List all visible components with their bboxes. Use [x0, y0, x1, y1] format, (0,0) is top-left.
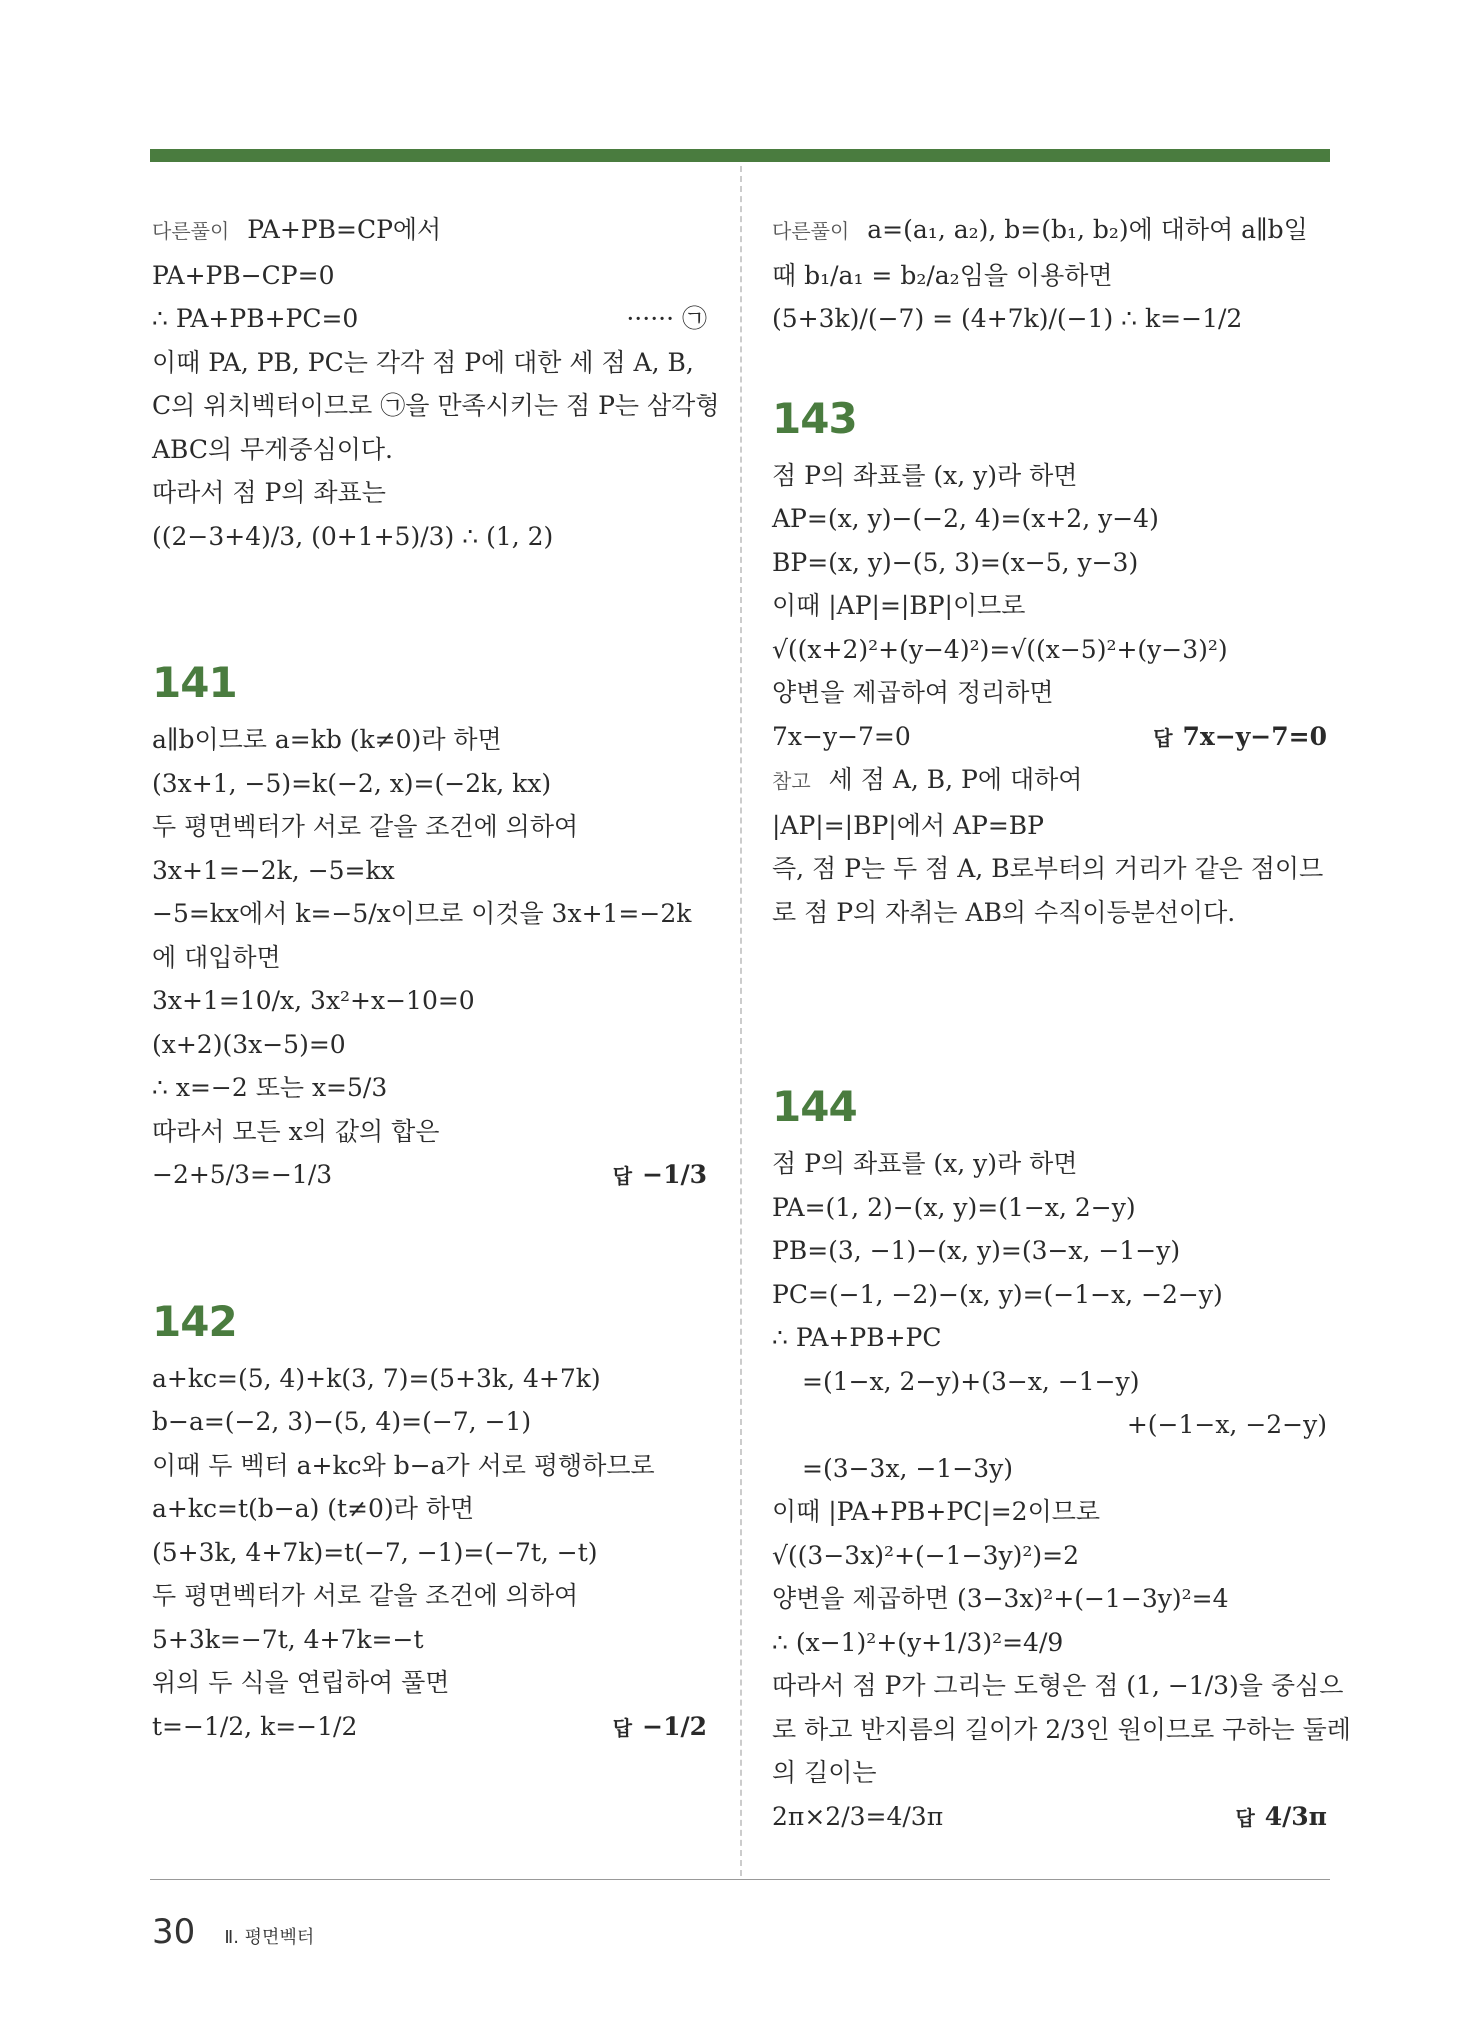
answer-value: −1/3 — [642, 1160, 707, 1189]
answer-box — [613, 1705, 707, 1751]
answer-box — [613, 1153, 707, 1199]
solution-line: 양변을 제곱하여 정리하면 — [772, 678, 1054, 707]
problem-144 — [772, 1072, 1351, 1838]
problem-number: 141 — [152, 658, 237, 707]
footer-rule — [150, 1879, 1330, 1880]
solution-line: 이때 |AP|=|BP|이므로 — [772, 591, 1026, 620]
solution-line: 두 평면벡터가 서로 같을 조건에 의하여 — [152, 812, 579, 841]
note-label: 참고 — [772, 769, 811, 793]
solution-line: 7x−y−7=0 답 7x−y−7=0 — [772, 715, 1327, 759]
answer-box — [1235, 1795, 1327, 1841]
solution-line: ABC의 무게중심이다. — [152, 434, 393, 464]
solution-line: (5+3k)/(−7) = (4+7k)/(−1) ∴ k=−1/2 — [772, 304, 1243, 333]
solution-line: ∴ PA+PB+PC=0 ······ ㉠ — [152, 297, 707, 341]
problem-143 — [772, 384, 1327, 935]
solution-line: ∴ x=−2 또는 x=5/3 — [152, 1073, 388, 1102]
solution-line: 이때 두 벡터 a+kc와 b−a가 서로 평행하므로 — [152, 1450, 655, 1480]
solution-line: 양변을 제곱하면 (3−3x)²+(−1−3y)²=4 — [772, 1584, 1229, 1613]
solution-line: a+kc=(5, 4)+k(3, 7)=(5+3k, 4+7k) — [152, 1363, 601, 1393]
solution-line: AP=(x, y)−(−2, 4)=(x+2, y−4) — [772, 504, 1159, 533]
problem-141 — [152, 648, 707, 1197]
solution-line: +(−1−x, −2−y) — [1126, 1410, 1327, 1439]
solution-line: 때 b₁/a₁ = b₂/a₂임을 이용하면 — [772, 260, 1113, 290]
solution-line: PA=(1, 2)−(x, y)=(1−x, 2−y) — [772, 1192, 1136, 1222]
note-line: 참고 세 점 A, B, P에 대하여 — [772, 765, 1083, 794]
solution-line: 따라서 점 P의 좌표는 — [152, 478, 386, 507]
answer-label: 답 — [612, 1715, 633, 1740]
answer-label: 답 — [1235, 1805, 1255, 1830]
problem-number: 142 — [152, 1296, 237, 1346]
solution-line: 5+3k=−7t, 4+7k=−t — [152, 1624, 424, 1654]
note-line: 로 점 P의 자취는 AB의 수직이등분선이다. — [772, 897, 1236, 927]
solution-line: b−a=(−2, 3)−(5, 4)=(−7, −1) — [152, 1407, 532, 1436]
solution-line: (5+3k, 4+7k)=t(−7, −1)=(−7t, −t) — [152, 1537, 598, 1567]
right-column-lower — [772, 1072, 1351, 1838]
top-accent-bar — [150, 149, 1330, 162]
solution-line: PA+PB−CP=0 — [152, 260, 335, 290]
chapter-title: Ⅱ. 평면벡터 — [224, 1927, 315, 1948]
solution-line: ∴ (x−1)²+(y+1/3)²=4/9 — [772, 1627, 1064, 1657]
problem-142 — [152, 1287, 707, 1749]
right-column — [772, 208, 1327, 934]
solution-line: t=−1/2, k=−1/2 답 −1/2 — [152, 1705, 707, 1749]
solution-line: 에 대입하면 — [152, 942, 281, 972]
note-line: 즉, 점 P는 두 점 A, B로부터의 거리가 같은 점이므 — [772, 854, 1324, 883]
solution-line: 의 길이는 — [772, 1758, 877, 1787]
solution-line: 2π×2/3=4/3π 답 4/3π — [772, 1795, 1327, 1839]
solution-line: ∴ PA+PB+PC — [772, 1323, 942, 1352]
solution-line: −2+5/3=−1/3 답 −1/3 — [152, 1153, 707, 1197]
solution-line: 3x+1=−2k, −5=kx — [152, 855, 395, 885]
solution-line: =(1−x, 2−y)+(3−x, −1−y) — [802, 1366, 1140, 1396]
left-column — [152, 208, 720, 1748]
solution-line: C의 위치벡터이므로 ㉠을 만족시키는 점 P는 삼각형 — [152, 391, 720, 420]
solution-line: ((2−3+4)/3, (0+1+5)/3) ∴ (1, 2) — [152, 521, 554, 551]
solution-line: 3x+1=10/x, 3x²+x−10=0 — [152, 986, 475, 1015]
solution-line: 두 평면벡터가 서로 같을 조건에 의하여 — [152, 1581, 579, 1610]
solution-line: −5=kx에서 k=−5/x이므로 이것을 3x+1=−2k — [152, 899, 692, 928]
answer-value: −1/2 — [642, 1711, 707, 1741]
problem-number: 143 — [772, 393, 857, 443]
solution-line: 다른풀이 a=(a₁, a₂), b=(b₁, b₂)에 대하여 a∥b일 — [772, 215, 1308, 244]
solution-line: PC=(−1, −2)−(x, y)=(−1−x, −2−y) — [772, 1279, 1223, 1309]
page-footer — [152, 1912, 314, 1952]
solution-line: a+kc=t(b−a) (t≠0)라 하면 — [152, 1494, 475, 1523]
solution-line: a∥b이므로 a=kb (k≠0)라 하면 — [152, 725, 502, 754]
alt-solution-142 — [772, 208, 1327, 341]
alt-solution-label: 다른풀이 — [772, 219, 850, 243]
solution-line: 점 P의 좌표를 (x, y)라 하면 — [772, 1149, 1078, 1178]
solution-line: PB=(3, −1)−(x, y)=(3−x, −1−y) — [772, 1236, 1181, 1265]
solution-line: 따라서 모든 x의 값의 합은 — [152, 1116, 440, 1146]
solution-line: 다른풀이 PA+PB=CP에서 — [152, 215, 442, 244]
alt-solution-label: 다른풀이 — [152, 219, 230, 243]
answer-box — [1153, 715, 1327, 761]
solution-line: 로 하고 반지름의 길이가 2/3인 원이므로 구하는 둘레 — [772, 1714, 1351, 1744]
column-divider — [740, 166, 742, 1876]
equation-marker: ······ ㉠ — [626, 304, 707, 333]
answer-label: 답 — [612, 1164, 633, 1188]
solution-line: √((3−3x)²+(−1−3y)²)=2 — [772, 1540, 1079, 1570]
solution-line: BP=(x, y)−(5, 3)=(x−5, y−3) — [772, 547, 1139, 577]
answer-value: 4/3π — [1264, 1801, 1327, 1831]
alt-solution-140 — [152, 208, 720, 558]
problem-number: 144 — [772, 1082, 857, 1131]
solution-line: 위의 두 식을 연립하여 풀면 — [152, 1668, 450, 1697]
solution-line: =(3−3x, −1−3y) — [802, 1453, 1014, 1483]
note-line: |AP|=|BP|에서 AP=BP — [772, 810, 1044, 840]
solution-line: 점 P의 좌표를 (x, y)라 하면 — [772, 460, 1078, 490]
solution-line: (3x+1, −5)=k(−2, x)=(−2k, kx) — [152, 768, 552, 798]
solution-line: 이때 |PA+PB+PC|=2이므로 — [772, 1497, 1101, 1526]
page-number: 30 — [152, 1912, 196, 1952]
solution-line: 따라서 점 P가 그리는 도형은 점 (1, −1/3)을 중심으 — [772, 1671, 1344, 1700]
answer-value: 7x−y−7=0 — [1182, 721, 1327, 751]
solution-line: √((x+2)²+(y−4)²)=√((x−5)²+(y−3)²) — [772, 634, 1228, 664]
answer-label: 답 — [1153, 725, 1173, 750]
solution-line: (x+2)(3x−5)=0 — [152, 1029, 346, 1059]
solution-line: 이때 PA, PB, PC는 각각 점 P에 대한 세 점 A, B, — [152, 347, 694, 377]
